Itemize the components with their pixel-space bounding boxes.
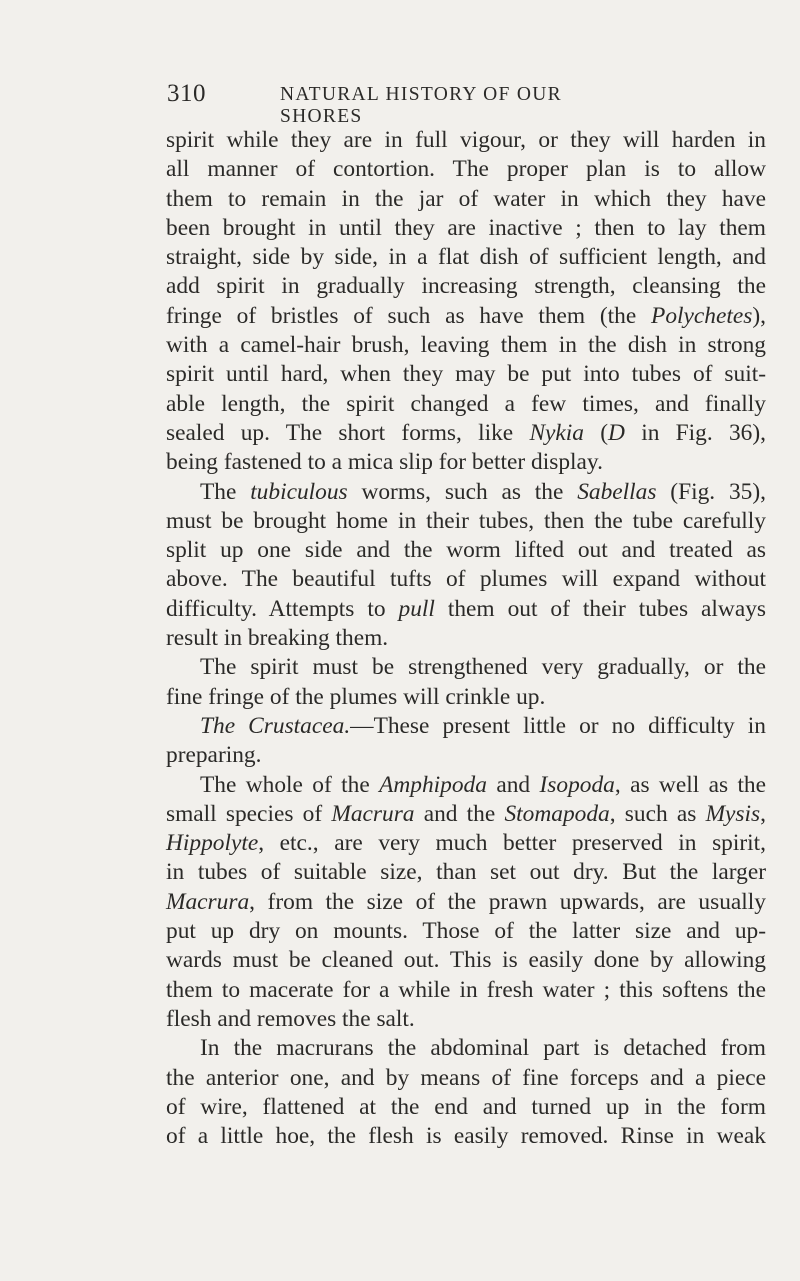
text-run: them to remain in the jar of water in which they have bbox=[166, 185, 766, 212]
text-line bbox=[166, 302, 766, 331]
italic-text: pull bbox=[398, 595, 435, 622]
text-run: difficulty. Attempts to bbox=[166, 595, 399, 622]
italic-text: D bbox=[608, 419, 625, 446]
text-run: being fastened to a mica slip for better display. bbox=[166, 449, 603, 476]
text-run: ( bbox=[584, 419, 609, 446]
text-line bbox=[166, 536, 766, 565]
text-line bbox=[166, 1093, 766, 1122]
text-run: add spirit in gradually increasing strength, cleansing the bbox=[166, 273, 766, 300]
text-run: of a little hoe, the flesh is easily removed. Rinse in weak bbox=[166, 1123, 766, 1150]
text-line bbox=[166, 272, 766, 301]
text-line bbox=[166, 1122, 766, 1151]
text-line bbox=[166, 595, 766, 624]
text-run: worms, such as the bbox=[347, 478, 578, 505]
text-run: in tubes of suitable size, than set out dry. But the larger bbox=[166, 859, 766, 886]
text-run: The bbox=[200, 478, 251, 505]
text-line bbox=[166, 976, 766, 1005]
text-line bbox=[166, 331, 766, 360]
text-line bbox=[166, 624, 766, 653]
text-run: The spirit must be strengthened very gradually, or the bbox=[200, 654, 766, 681]
text-line bbox=[166, 946, 766, 975]
italic-text: Amphipoda bbox=[379, 771, 487, 798]
text-run: been brought in until they are inactive ; then to lay them bbox=[166, 214, 766, 241]
text-line bbox=[166, 653, 766, 682]
text-run: preparing. bbox=[166, 742, 262, 769]
body-text bbox=[166, 126, 766, 1151]
italic-text: tubiculous bbox=[250, 478, 348, 505]
page-number: 310 bbox=[167, 80, 206, 107]
text-line bbox=[166, 741, 766, 770]
text-run: with a camel-hair brush, leaving them in the dish in strong bbox=[166, 332, 766, 359]
italic-text: Mysis bbox=[705, 800, 761, 827]
text-line bbox=[166, 360, 766, 389]
text-line bbox=[166, 507, 766, 536]
text-line bbox=[166, 917, 766, 946]
text-line bbox=[166, 478, 766, 507]
text-run: able length, the spirit changed a few times, and finally bbox=[166, 390, 766, 417]
text-run: , such as bbox=[609, 800, 706, 827]
text-run: , etc., are very much better preserved in spirit, bbox=[258, 830, 766, 857]
text-run: straight, side by side, in a flat dish of sufficient length, and bbox=[166, 244, 766, 271]
text-run: of wire, flattened at the end and turned up in the form bbox=[166, 1093, 766, 1120]
text-line bbox=[166, 1034, 766, 1063]
text-line bbox=[166, 771, 766, 800]
running-head bbox=[167, 80, 637, 127]
italic-text: Polychetes bbox=[651, 302, 753, 329]
italic-text: The Crustacea. bbox=[200, 712, 351, 739]
text-line bbox=[166, 888, 766, 917]
text-line bbox=[166, 185, 766, 214]
text-line bbox=[166, 800, 766, 829]
text-run: them to macerate for a while in fresh water ; this softens the bbox=[166, 976, 766, 1003]
text-run: In the macrurans the abdominal part is detached from bbox=[200, 1035, 766, 1062]
text-run: The whole of the bbox=[200, 771, 380, 798]
text-run: fringe of bristles of such as have them (the bbox=[166, 302, 652, 329]
text-run: fine fringe of the plumes will crinkle up. bbox=[166, 683, 546, 710]
text-line bbox=[166, 155, 766, 184]
italic-text: Sabellas bbox=[577, 478, 657, 505]
text-line bbox=[166, 390, 766, 419]
text-run: sealed up. The short forms, like bbox=[166, 419, 530, 446]
text-run: (Fig. 35), bbox=[656, 478, 766, 505]
text-line bbox=[166, 1005, 766, 1034]
text-line bbox=[166, 683, 766, 712]
text-run: result in breaking them. bbox=[166, 625, 389, 652]
text-line bbox=[166, 419, 766, 448]
text-run: them out of their tubes always bbox=[434, 595, 766, 622]
text-run: wards must be cleaned out. This is easily done by allowing bbox=[166, 947, 766, 974]
text-run: in Fig. 36), bbox=[624, 419, 766, 446]
text-line bbox=[166, 565, 766, 594]
text-run: and bbox=[486, 771, 540, 798]
text-run: ), bbox=[752, 302, 766, 329]
text-run: above. The beautiful tufts of plumes will expand without bbox=[166, 566, 766, 593]
text-run: all manner of contortion. The proper plan is to allow bbox=[166, 156, 766, 183]
text-line bbox=[166, 243, 766, 272]
text-line bbox=[166, 712, 766, 741]
text-run: spirit while they are in full vigour, or they will harden in bbox=[166, 127, 766, 153]
text-run: , from the size of the prawn upwards, are usually bbox=[249, 888, 766, 915]
text-run: and the bbox=[414, 800, 505, 827]
italic-text: Stomapoda bbox=[504, 800, 610, 827]
text-run: split up one side and the worm lifted out and treated as bbox=[166, 537, 766, 564]
text-line bbox=[166, 858, 766, 887]
text-run: small species of bbox=[166, 800, 332, 827]
italic-text: Macrura bbox=[331, 800, 415, 827]
text-line bbox=[166, 829, 766, 858]
italic-text: Nykia bbox=[529, 419, 584, 446]
text-run: flesh and removes the salt. bbox=[166, 1005, 415, 1032]
text-run: , bbox=[760, 800, 766, 827]
text-line bbox=[166, 1064, 766, 1093]
italic-text: Macrura bbox=[166, 888, 250, 915]
text-line bbox=[166, 126, 766, 155]
text-run: the anterior one, and by means of fine forceps and a piece bbox=[166, 1064, 766, 1091]
text-run: put up dry on mounts. Those of the latter size and up- bbox=[166, 918, 766, 945]
italic-text: Isopoda bbox=[539, 771, 615, 798]
text-run: spirit until hard, when they may be put into tubes of suit- bbox=[166, 361, 766, 388]
italic-text: Hippolyte bbox=[166, 830, 259, 857]
text-line bbox=[166, 214, 766, 243]
text-run: —These present little or no difficulty in bbox=[350, 712, 766, 739]
text-line bbox=[166, 448, 766, 477]
text-run: , as well as the bbox=[614, 771, 767, 798]
running-title: NATURAL HISTORY OF OUR SHORES bbox=[280, 84, 562, 127]
text-run: must be brought home in their tubes, then the tube carefully bbox=[166, 507, 766, 534]
